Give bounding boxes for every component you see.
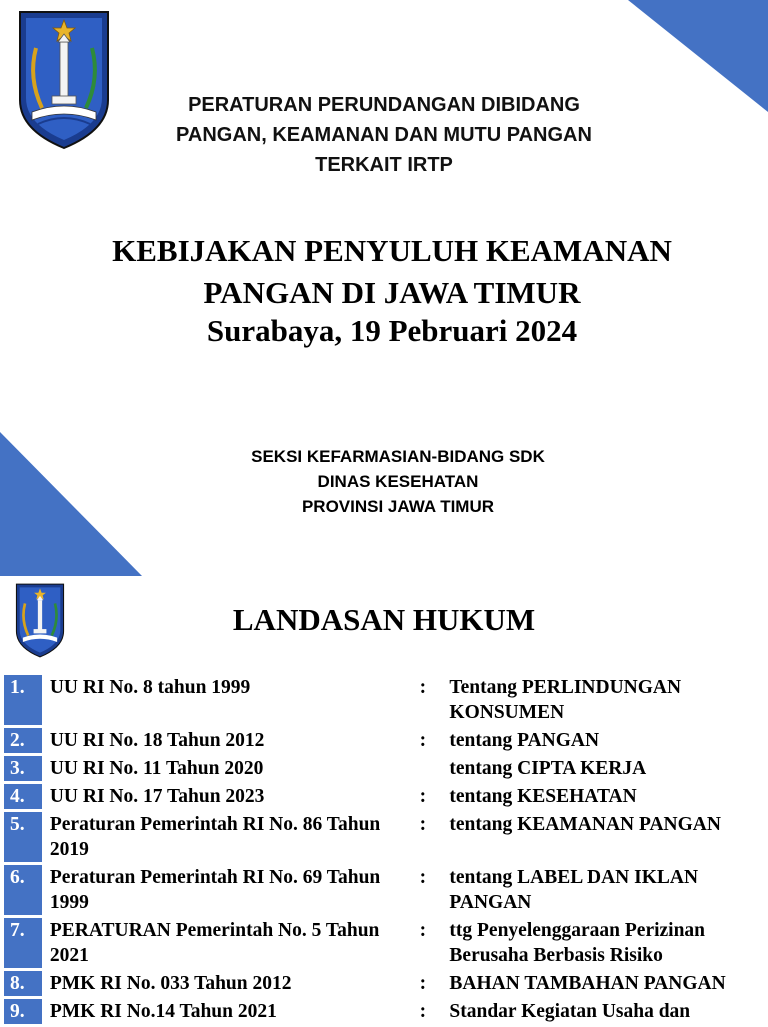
table-row	[4, 971, 768, 996]
law-description: tentang KEAMANAN PANGAN	[449, 814, 721, 835]
row-number: 5.	[4, 812, 42, 862]
law-description: Tentang PERLINDUNGAN KONSUMEN	[449, 677, 682, 723]
department-line: PROVINSI JAWA TIMUR	[301, 497, 495, 516]
law-reference: UU RI No. 18 Tahun 2012	[49, 730, 265, 751]
row-colon: :	[419, 786, 427, 807]
subtitle-line: PERATURAN PERUNDANGAN DIBIDANG	[188, 94, 580, 116]
row-number: 7.	[4, 918, 42, 968]
department-line: DINAS KESEHATAN	[317, 472, 479, 491]
department-line: SEKSI KEFARMASIAN-BIDANG SDK	[251, 447, 545, 466]
law-reference: Peraturan Pemerintah RI No. 69 Tahun 1999	[49, 867, 381, 913]
law-reference: UU RI No. 8 tahun 1999	[49, 677, 251, 698]
legal-basis-table	[4, 672, 768, 1027]
subtitle-line: PANGAN, KEAMANAN DAN MUTU PANGAN	[176, 124, 592, 146]
row-colon	[420, 756, 450, 781]
row-number: 6.	[4, 865, 42, 915]
subtitle-line: TERKAIT IRTP	[315, 154, 453, 176]
row-number: 4.	[4, 784, 42, 809]
row-number: 2.	[4, 728, 42, 753]
law-description: tentang KESEHATAN	[449, 786, 637, 807]
table-row	[4, 728, 768, 753]
law-reference: UU RI No. 17 Tahun 2023	[49, 786, 265, 807]
row-number: 8.	[4, 971, 42, 996]
department-block	[0, 444, 768, 519]
law-reference: PMK RI No.14 Tahun 2021	[49, 1001, 277, 1022]
row-colon: :	[419, 920, 427, 941]
slide-title	[0, 230, 768, 314]
table-row	[4, 812, 768, 862]
law-description: tentang PANGAN	[449, 730, 600, 751]
law-description: ttg Penyelenggaraan Perizinan Berusaha Berbasis Risiko	[449, 920, 706, 966]
table-row	[4, 999, 768, 1024]
title-line: PANGAN DI JAWA TIMUR	[203, 275, 581, 310]
row-number: 1.	[4, 675, 42, 725]
row-number: 3.	[4, 756, 42, 781]
table-row	[4, 675, 768, 725]
row-colon: :	[419, 677, 427, 698]
law-description: tentang LABEL DAN IKLAN PANGAN	[449, 867, 699, 913]
row-colon: :	[419, 1001, 427, 1022]
table-row	[4, 784, 768, 809]
row-number: 9.	[4, 999, 42, 1024]
table-row	[4, 865, 768, 915]
law-description: BAHAN TAMBAHAN PANGAN	[449, 973, 726, 994]
law-reference: UU RI No. 11 Tahun 2020	[49, 758, 264, 779]
slide-subtitle	[0, 90, 768, 180]
law-description: Standar Kegiatan Usaha dan	[449, 1001, 691, 1022]
landasan-heading: LANDASAN HUKUM	[232, 602, 536, 637]
table-row	[4, 918, 768, 968]
law-description: tentang CIPTA KERJA	[449, 758, 647, 779]
row-colon: :	[419, 867, 427, 888]
law-reference: PMK RI No. 033 Tahun 2012	[49, 973, 292, 994]
slide-date: Surabaya, 19 Pebruari 2024	[206, 313, 578, 348]
table-row	[4, 756, 768, 781]
row-colon: :	[419, 814, 427, 835]
law-reference: PERATURAN Pemerintah No. 5 Tahun 2021	[49, 920, 380, 966]
law-reference: Peraturan Pemerintah RI No. 86 Tahun 2019	[49, 814, 381, 860]
row-colon: :	[419, 973, 427, 994]
row-colon: :	[419, 730, 427, 751]
title-line: KEBIJAKAN PENYULUH KEAMANAN	[112, 233, 672, 268]
